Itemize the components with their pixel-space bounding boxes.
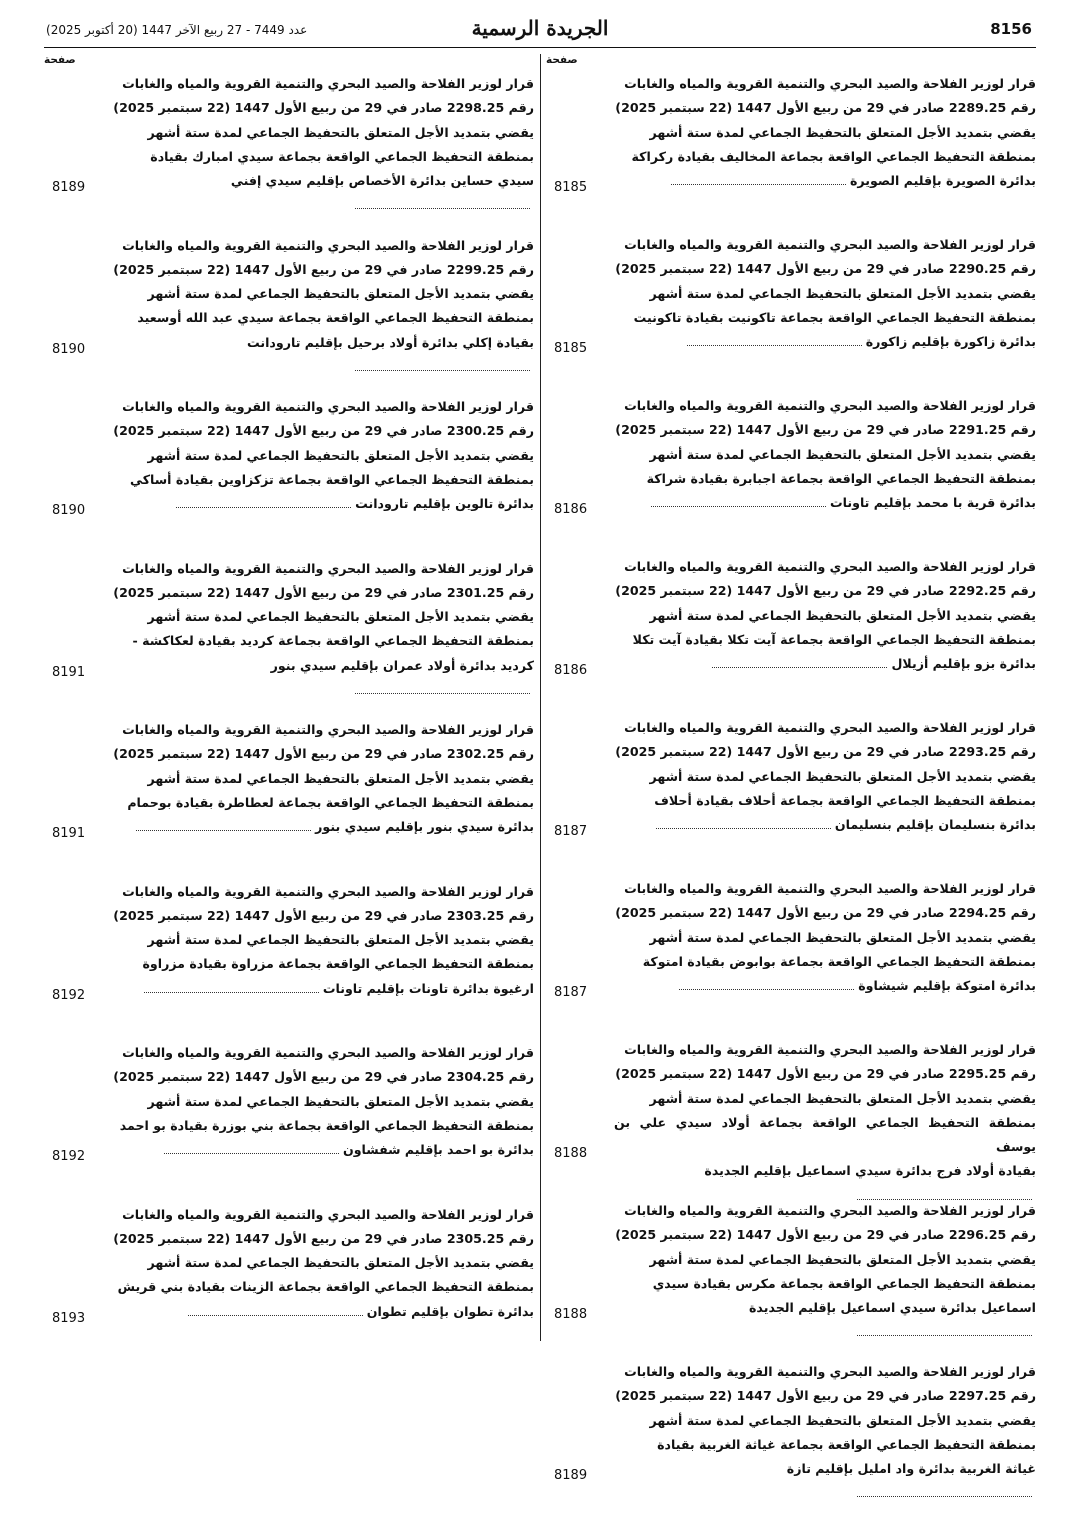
entry-text: [614, 1360, 1036, 1506]
entry-line: يقضي بتمديد الأجل المتعلق بالتحفيظ الجماعي لمدة ستة أشهر: [649, 607, 1036, 623]
entry-line: بمنطقة التحفيظ الجماعي الواقعة بجماعة الزينات بقيادة بني قريش: [117, 1279, 534, 1295]
entry-page-number: 8185: [554, 180, 588, 195]
entries-list: [44, 72, 534, 1364]
page-label: صفحة: [546, 54, 578, 66]
entry-page-number: 8188: [554, 1146, 588, 1161]
entry-last-line: [112, 1300, 534, 1324]
entry-page-number: 8189: [52, 180, 86, 195]
entry-location: ارغيوة بدائرة تاونات بإقليم تاونات: [322, 980, 534, 996]
entry-last-line: [614, 169, 1036, 193]
entry-location: بدائرة قرية با محمد بإقليم تاونات: [830, 495, 1036, 511]
entry-line: يقضي بتمديد الأجل المتعلق بالتحفيظ الجماعي لمدة ستة أشهر: [649, 1251, 1036, 1267]
toc-entry[interactable]: [44, 1041, 534, 1203]
entry-line: رقم 2296.25 صادر في 29 من ربيع الأول 1447 (22 سبتمبر 2025): [615, 1227, 1036, 1243]
entry-line: قرار لوزير الفلاحة والصيد البحري والتنمية القروية والمياه والغابات: [624, 720, 1036, 735]
leader-dots: [712, 658, 887, 668]
entry-last-line: [614, 974, 1036, 998]
entry-text: [614, 555, 1036, 676]
entry-text: [112, 395, 534, 516]
entry-line: بمنطقة التحفيظ الجماعي الواقعة بجماعة مكرس بقيادة سيدي: [652, 1275, 1036, 1291]
entry-line: قرار لوزير الفلاحة والصيد البحري والتنمية القروية والمياه والغابات: [624, 398, 1036, 413]
entry-line: بمنطقة التحفيظ الجماعي الواقعة بجماعة بني بوزرة بقيادة بو احمد: [119, 1117, 534, 1133]
entry-location: بدائرة بو احمد بإقليم شفشاون: [342, 1142, 534, 1158]
entry-line: قرار لوزير الفلاحة والصيد البحري والتنمية القروية والمياه والغابات: [624, 881, 1036, 896]
leader-dots: [144, 983, 319, 993]
entry-line: رقم 2304.25 صادر في 29 من ربيع الأول 1447 (22 سبتمبر 2025): [113, 1069, 534, 1085]
entry-line: قرار لوزير الفلاحة والصيد البحري والتنمية القروية والمياه والغابات: [122, 560, 534, 576]
entry-page-number: 8185: [554, 341, 588, 356]
entry-last-line: [112, 492, 534, 516]
entry-location: كرديد بدائرة أولاد عمران بإقليم سيدي بنور: [270, 657, 534, 673]
entry-text: [112, 234, 534, 380]
leader-dots: [136, 821, 311, 831]
entry-page-number: 8190: [52, 503, 86, 518]
entry-line: يقضي بتمديد الأجل المتعلق بالتحفيظ الجماعي لمدة ستة أشهر: [649, 446, 1036, 462]
entry-last-line: [112, 1138, 534, 1162]
entry-location: بدائرة سيدي بنور بإقليم سيدي بنور: [315, 819, 534, 835]
entry-line: قرار لوزير الفلاحة والصيد البحري والتنمية القروية والمياه والغابات: [624, 237, 1036, 252]
entry-last-line: [112, 815, 534, 839]
entry-line: بمنطقة التحفيظ الجماعي الواقعة بجماعة أحلاف بقيادة أحلاف: [654, 792, 1036, 808]
entry-line: رقم 2303.25 صادر في 29 من ربيع الأول 1447 (22 سبتمبر 2025): [113, 907, 534, 923]
entry-line: يقضي بتمديد الأجل المتعلق بالتحفيظ الجماعي لمدة ستة أشهر: [147, 932, 534, 948]
entry-line: قرار لوزير الفلاحة والصيد البحري والتنمية القروية والمياه والغابات: [624, 1203, 1036, 1218]
entry-line: رقم 2298.25 صادر في 29 من ربيع الأول 1447 (22 سبتمبر 2025): [113, 100, 534, 116]
toc-entry[interactable]: [546, 72, 1036, 233]
toc-entry[interactable]: [44, 72, 534, 234]
right-column: [546, 54, 1036, 1521]
entry-last-line: [614, 1457, 1036, 1506]
entry-line: رقم 2305.25 صادر في 29 من ربيع الأول 1447 (22 سبتمبر 2025): [113, 1230, 534, 1246]
entry-page-number: 8186: [554, 502, 588, 517]
entry-last-line: [112, 654, 534, 703]
leader-dots: [679, 980, 854, 990]
entry-page-number: 8187: [554, 824, 588, 839]
leader-dots: [671, 175, 846, 185]
entry-line: يقضي بتمديد الأجل المتعلق بالتحفيظ الجماعي لمدة ستة أشهر: [147, 609, 534, 625]
toc-entry[interactable]: [44, 557, 534, 719]
entry-line: قرار لوزير الفلاحة والصيد البحري والتنمية القروية والمياه والغابات: [122, 399, 534, 414]
entry-line: رقم 2302.25 صادر في 29 من ربيع الأول 1447 (22 سبتمبر 2025): [113, 746, 534, 762]
issue-info: عدد 7449 - 27 ربيع الآخر 1447 (20 أكتوبر 2025): [46, 23, 308, 37]
toc-entry[interactable]: [546, 394, 1036, 555]
entry-line: قرار لوزير الفلاحة والصيد البحري والتنمية القروية والمياه والغابات: [122, 237, 534, 253]
entry-page-number: 8187: [554, 985, 588, 1000]
entry-line: قرار لوزير الفلاحة والصيد البحري والتنمية القروية والمياه والغابات: [624, 1042, 1036, 1057]
entry-text: [614, 716, 1036, 837]
entry-location: اسماعيل بدائرة سيدي اسماعيل بإقليم الجديدة: [749, 1300, 1036, 1316]
entry-page-number: 8189: [554, 1468, 588, 1483]
page-number: 8156: [990, 20, 1032, 38]
entries-list: [546, 72, 1036, 1521]
entry-page-number: 8191: [52, 826, 86, 841]
entry-text: [112, 880, 534, 1001]
entry-text: [112, 557, 534, 703]
entry-line: رقم 2294.25 صادر في 29 من ربيع الأول 1447 (22 سبتمبر 2025): [615, 905, 1036, 921]
entry-line: يقضي بتمديد الأجل المتعلق بالتحفيظ الجماعي لمدة ستة أشهر: [147, 447, 534, 463]
column-header: [546, 54, 1036, 72]
entry-line: قرار لوزير الفلاحة والصيد البحري والتنمية القروية والمياه والغابات: [122, 722, 534, 737]
entry-last-line: [112, 331, 534, 380]
entry-line: قرار لوزير الفلاحة والصيد البحري والتنمية القروية والمياه والغابات: [624, 76, 1036, 91]
entry-line: بمنطقة التحفيظ الجماعي الواقعة بجماعة لعطاطرة بقيادة بوحمام: [127, 794, 534, 810]
leader-dots: [651, 497, 826, 507]
entry-text: [112, 1203, 534, 1324]
toc-entry[interactable]: [546, 716, 1036, 877]
entry-line: يقضي بتمديد الأجل المتعلق بالتحفيظ الجماعي لمدة ستة أشهر: [649, 285, 1036, 301]
entry-line: قرار لوزير الفلاحة والصيد البحري والتنمية القروية والمياه والغابات: [122, 1045, 534, 1060]
entry-location: بدائرة بنسليمان بإقليم بنسليمان: [834, 817, 1036, 833]
entry-line: رقم 2291.25 صادر في 29 من ربيع الأول 1447 (22 سبتمبر 2025): [615, 422, 1036, 438]
leader-dots: [355, 199, 530, 209]
leader-dots: [355, 361, 530, 371]
entry-location: بقيادة إكلي بدائرة أولاد برحيل بإقليم تارودانت: [247, 334, 534, 350]
entry-location: بدائرة الصويرة بإقليم الصويرة: [849, 173, 1036, 189]
entry-line: رقم 2293.25 صادر في 29 من ربيع الأول 1447 (22 سبتمبر 2025): [615, 744, 1036, 760]
entry-line: رقم 2297.25 صادر في 29 من ربيع الأول 1447 (22 سبتمبر 2025): [615, 1388, 1036, 1404]
entry-page-number: 8192: [52, 987, 86, 1003]
entry-line: يقضي بتمديد الأجل المتعلق بالتحفيظ الجماعي لمدة ستة أشهر: [147, 286, 534, 302]
entry-line: قرار لوزير الفلاحة والصيد البحري والتنمية القروية والمياه والغابات: [624, 1364, 1036, 1379]
leader-dots: [687, 336, 862, 346]
page-header: [44, 16, 1036, 48]
entry-line: رقم 2299.25 صادر في 29 من ربيع الأول 1447 (22 سبتمبر 2025): [113, 261, 534, 277]
leader-dots: [176, 498, 351, 508]
entry-page-number: 8186: [554, 663, 588, 678]
entry-page-number: 8192: [52, 1149, 86, 1164]
entry-line: يقضي بتمديد الأجل المتعلق بالتحفيظ الجماعي لمدة ستة أشهر: [649, 768, 1036, 784]
entry-line: قرار لوزير الفلاحة والصيد البحري والتنمية القروية والمياه والغابات: [122, 76, 534, 91]
entry-page-number: 8190: [52, 341, 86, 357]
leader-dots: [857, 1487, 1032, 1497]
entry-location: بدائرة تالوين بإقليم تارودانت: [355, 496, 534, 512]
toc-entry[interactable]: [44, 234, 534, 396]
entry-location: غياثة الغربية بدائرة واد امليل بإقليم تازة: [786, 1461, 1036, 1477]
entry-location: بدائرة امتوكة بإقليم شيشاوة: [858, 978, 1036, 994]
toc-entry[interactable]: [546, 233, 1036, 394]
entry-line: رقم 2289.25 صادر في 29 من ربيع الأول 1447 (22 سبتمبر 2025): [615, 100, 1036, 116]
entry-line: بمنطقة التحفيظ الجماعي الواقعة بجماعة غياثة الغربية بقيادة: [657, 1436, 1036, 1452]
newspaper-title: الجريدة الرسمية: [471, 16, 609, 40]
leader-dots: [188, 1306, 363, 1316]
entry-page-number: 8188: [554, 1307, 588, 1322]
entry-line: يقضي بتمديد الأجل المتعلق بالتحفيظ الجماعي لمدة ستة أشهر: [649, 1090, 1036, 1106]
entry-line: بمنطقة التحفيظ الجماعي الواقعة بجماعة بوابوض بقيادة امتوكة: [642, 953, 1036, 969]
entry-text: [112, 72, 534, 218]
toc-entry[interactable]: [546, 877, 1036, 1038]
entry-line: رقم 2292.25 صادر في 29 من ربيع الأول 1447 (22 سبتمبر 2025): [615, 583, 1036, 599]
entry-text: [112, 1041, 534, 1162]
entry-line: بمنطقة التحفيظ الجماعي الواقعة بجماعة المخاليف بقيادة ركراكة: [631, 148, 1036, 164]
entry-line: يقضي بتمديد الأجل المتعلق بالتحفيظ الجماعي لمدة ستة أشهر: [147, 770, 534, 786]
entry-text: [614, 1199, 1036, 1345]
entry-text: [614, 1038, 1036, 1208]
entry-line: رقم 2295.25 صادر في 29 من ربيع الأول 1447 (22 سبتمبر 2025): [615, 1066, 1036, 1082]
leader-dots: [355, 684, 530, 694]
toc-entry[interactable]: [44, 718, 534, 880]
entry-line: بمنطقة التحفيظ الجماعي الواقعة بجماعة أولاد سيدي علي بن يوسف: [614, 1114, 1036, 1155]
entry-line: يقضي بتمديد الأجل المتعلق بالتحفيظ الجماعي لمدة ستة أشهر: [147, 1093, 534, 1109]
entry-last-line: [614, 330, 1036, 354]
left-column: [44, 54, 534, 1364]
entry-line: بمنطقة التحفيظ الجماعي الواقعة بجماعة تزكزاوين بقيادة أساكي: [129, 471, 534, 487]
entry-text: [614, 394, 1036, 515]
toc-entry[interactable]: [546, 555, 1036, 716]
entry-text: [614, 72, 1036, 193]
entry-line: يقضي بتمديد الأجل المتعلق بالتحفيظ الجماعي لمدة ستة أشهر: [649, 124, 1036, 140]
entry-line: قرار لوزير الفلاحة والصيد البحري والتنمية القروية والمياه والغابات: [122, 883, 534, 899]
entry-line: يقضي بتمديد الأجل المتعلق بالتحفيظ الجماعي لمدة ستة أشهر: [147, 124, 534, 140]
entry-location: بدائرة بزو بإقليم أزيلال: [891, 656, 1036, 672]
entry-line: بمنطقة التحفيظ الجماعي الواقعة بجماعة آيت تكلا بقيادة آيت تكلا: [632, 631, 1036, 647]
toc-entry[interactable]: [546, 1199, 1036, 1360]
leader-dots: [656, 819, 831, 829]
entry-line: قرار لوزير الفلاحة والصيد البحري والتنمية القروية والمياه والغابات: [122, 1206, 534, 1222]
page-label: صفحة: [44, 54, 76, 66]
entry-text: [614, 877, 1036, 998]
column-header: [44, 54, 534, 72]
entry-location: بقيادة أولاد فرج بدائرة سيدي اسماعيل بإقليم الجديدة: [704, 1163, 1036, 1179]
toc-entry[interactable]: [44, 1203, 534, 1365]
entry-line: بمنطقة التحفيظ الجماعي الواقعة بجماعة كرديد بقيادة لعكاكشة -: [132, 633, 534, 649]
entry-last-line: [614, 813, 1036, 837]
entry-last-line: [614, 491, 1036, 515]
entry-page-number: 8191: [52, 664, 86, 680]
entry-line: رقم 2301.25 صادر في 29 من ربيع الأول 1447 (22 سبتمبر 2025): [113, 584, 534, 600]
entry-line: بمنطقة التحفيظ الجماعي الواقعة بجماعة تاكونيت بقيادة تاكونيت: [633, 309, 1036, 325]
leader-dots: [857, 1326, 1032, 1336]
entry-last-line: [614, 652, 1036, 676]
entry-location: بدائرة زاكورة بإقليم زاكورة: [865, 334, 1036, 350]
entry-line: بمنطقة التحفيظ الجماعي الواقعة بجماعة اجبابرة بقيادة شراكة: [646, 470, 1036, 486]
entry-line: بمنطقة التحفيظ الجماعي الواقعة بجماعة سيدي امبارك بقيادة: [150, 148, 534, 164]
entry-location: سيدي حساين بدائرة الأخصاص بإقليم سيدي إفني: [230, 173, 534, 189]
entry-location: بدائرة تطوان بإقليم تطوان: [366, 1303, 534, 1319]
toc-entry[interactable]: [44, 395, 534, 557]
entry-line: رقم 2300.25 صادر في 29 من ربيع الأول 1447 (22 سبتمبر 2025): [113, 423, 534, 439]
leader-dots: [164, 1144, 339, 1154]
entry-page-number: 8193: [52, 1310, 86, 1326]
entry-last-line: [112, 977, 534, 1001]
toc-entry[interactable]: [546, 1038, 1036, 1199]
toc-entry[interactable]: [44, 880, 534, 1042]
entry-line: يقضي بتمديد الأجل المتعلق بالتحفيظ الجماعي لمدة ستة أشهر: [649, 1412, 1036, 1428]
entry-last-line: [614, 1296, 1036, 1345]
column-divider: [540, 54, 541, 1341]
entry-text: [112, 718, 534, 839]
entry-last-line: [112, 169, 534, 218]
entry-line: يقضي بتمديد الأجل المتعلق بالتحفيظ الجماعي لمدة ستة أشهر: [147, 1255, 534, 1271]
entry-line: رقم 2290.25 صادر في 29 من ربيع الأول 1447 (22 سبتمبر 2025): [615, 261, 1036, 277]
entry-line: يقضي بتمديد الأجل المتعلق بالتحفيظ الجماعي لمدة ستة أشهر: [649, 929, 1036, 945]
entry-line: قرار لوزير الفلاحة والصيد البحري والتنمية القروية والمياه والغابات: [624, 559, 1036, 574]
entry-line: بمنطقة التحفيظ الجماعي الواقعة بجماعة سيدي عبد الله أوسعيد: [137, 310, 534, 326]
entry-text: [614, 233, 1036, 354]
entry-line: بمنطقة التحفيظ الجماعي الواقعة بجماعة مزراوة بقيادة مزراوة: [142, 956, 534, 972]
toc-entry[interactable]: [546, 1360, 1036, 1521]
